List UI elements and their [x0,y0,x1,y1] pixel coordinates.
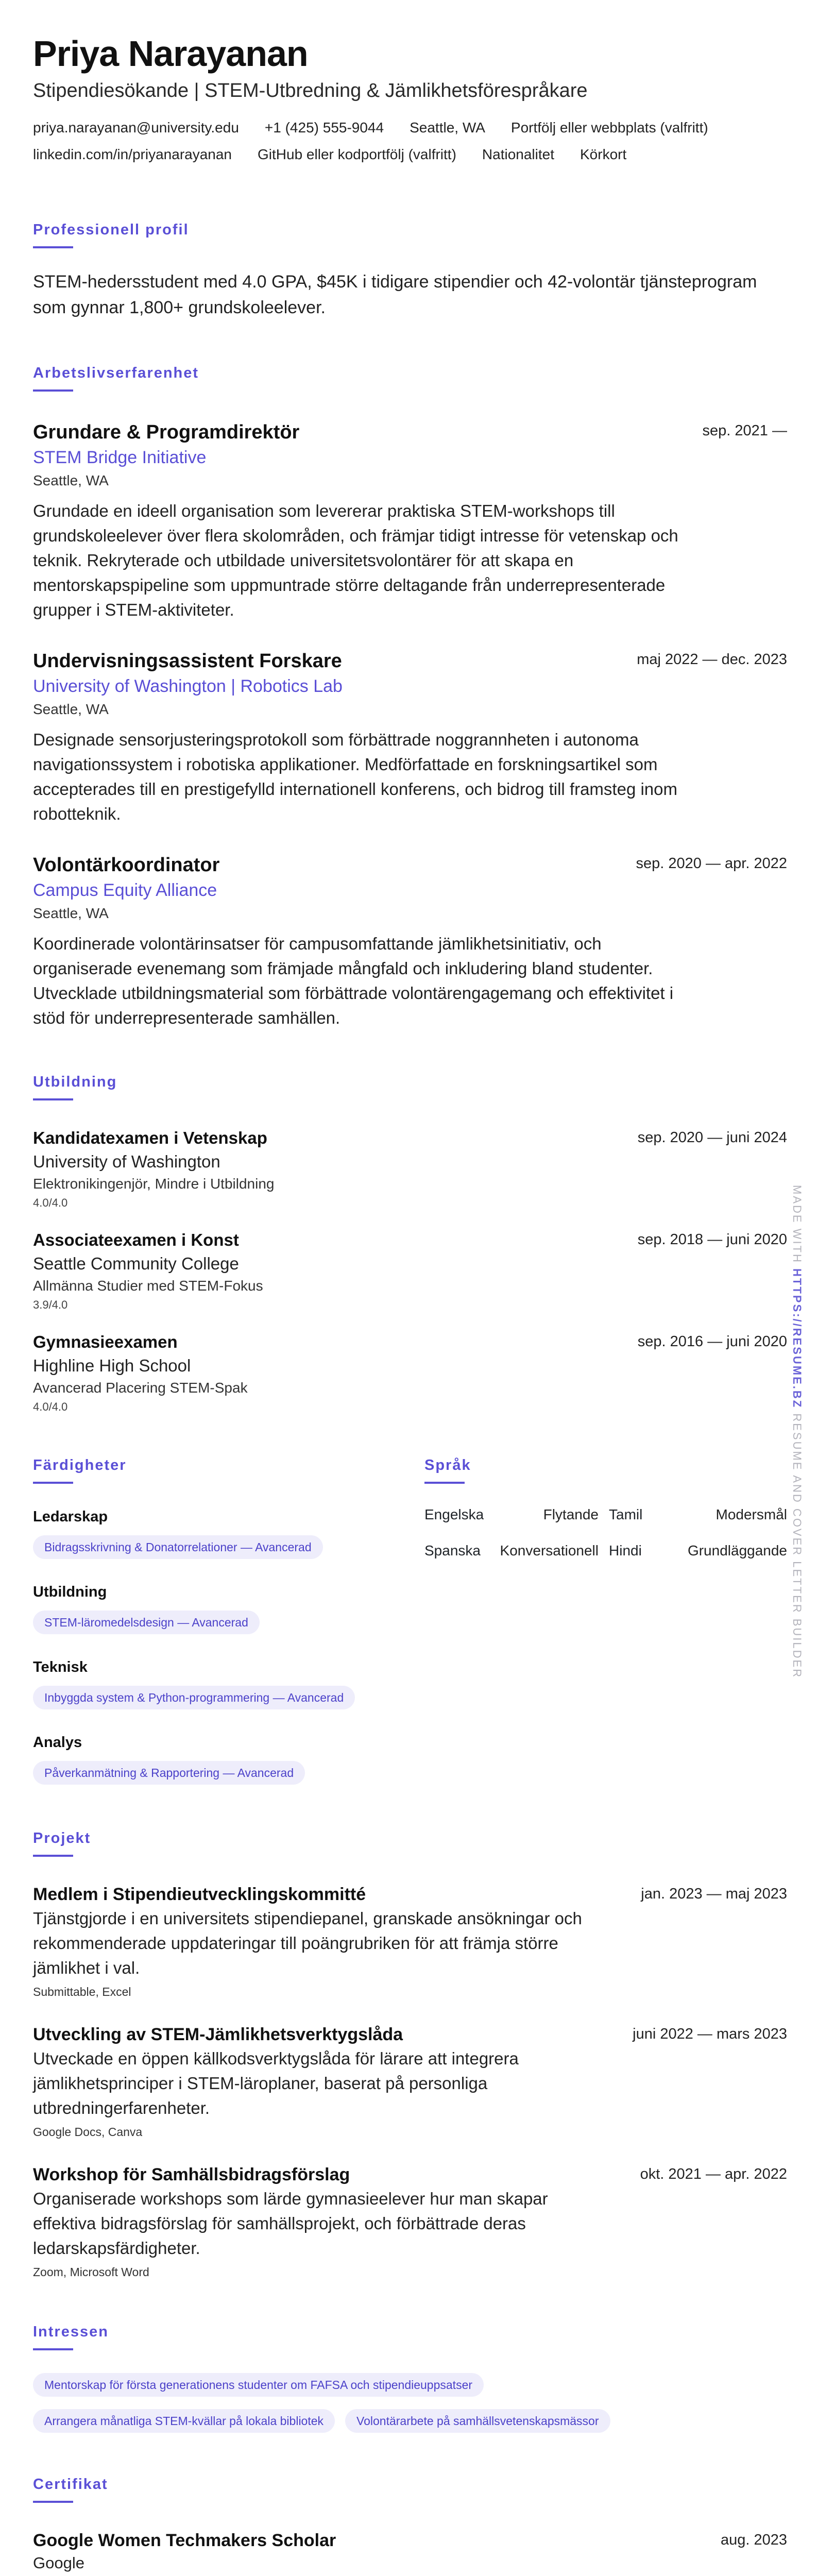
project-date: okt. 2021 — apr. 2022 [640,2166,787,2182]
skill-pill: Påverkanmätning & Rapportering — Avancerad [33,1761,305,1785]
language-name: Tamil [609,1506,643,1522]
contact-list [33,117,770,165]
skill-pill: STEM-läromedelsdesign — Avancerad [33,1611,260,1634]
contact-portfolio[interactable]: Portfölj eller webbplats (valfritt) [510,120,708,135]
section-divider [33,246,73,248]
degree-title: Associateexamen i Konst [33,1230,239,1249]
job-organization: University of Washington | Robotics Lab [33,676,343,696]
language-name: Spanska [424,1543,481,1558]
language-level: Konversationell [500,1543,599,1558]
section-title: Intressen [33,2324,109,2340]
job-organization: Campus Equity Alliance [33,880,217,900]
watermark-suffix: RESUME AND COVER LETTER BUILDER [791,1409,804,1679]
profile-section [33,219,787,320]
resume-page [33,32,787,2576]
gpa: 4.0/4.0 [33,1400,68,1413]
field-of-study: Avancerad Placering STEM-Spak [33,1380,248,1396]
certificate-entry [33,2529,787,2574]
certificate-issuer: Google [33,2554,84,2572]
school-name: Seattle Community College [33,1254,239,1273]
section-divider [33,389,73,392]
field-of-study: Elektronikingenjör, Mindre i Utbildning [33,1176,275,1192]
school-name: Highline High School [33,1356,191,1375]
section-title: Utbildning [33,1074,117,1090]
experience-entry [33,419,787,622]
experience-entry [33,648,787,826]
job-description: Designade sensorjusteringsprotokoll som förbättrade noggrannheten i autonoma navigationssystem i robotiska applikationer. Medförfattade en forskningsartikel som accepterades till en prestigefylld internationell konferens, och bidrog till framsteg inom robotteknik. [33,730,677,823]
section-divider [33,1098,73,1100]
field-of-study: Allmänna Studier med STEM-Fokus [33,1278,263,1294]
contact-nationality: Nationalitet [482,146,554,162]
projects-section [33,1828,787,2281]
job-organization: STEM Bridge Initiative [33,448,207,467]
section-divider [33,2501,73,2503]
project-description: Organiserade workshops som lärde gymnasieelever hur man skapar effektiva bidragsförslag för samhällsprojekt, och förbättrade deras ledarskapsfärdigheter. [33,2189,548,2258]
project-entry [33,2163,787,2281]
project-description: Utveckade en öppen källkodsverktygslåda för lärare att integrera jämlikhetsprinciper i STEM-läroplaner, baserat på personliga utbredningerfarenheter. [33,2049,519,2117]
project-tools: Google Docs, Canva [33,2125,143,2139]
job-location: Seattle, WA [33,905,109,921]
skills-section [33,1455,424,1785]
contact-github[interactable]: GitHub eller kodportfölj (valfritt) [258,146,456,162]
education-entry [33,1228,787,1314]
interest-pill: Mentorskap för första generationens studenter om FAFSA och stipendieuppsatser [33,2373,484,2397]
project-date: jan. 2023 — maj 2023 [641,1886,787,1902]
certificates-section [33,2474,787,2576]
degree-title: Kandidatexamen i Vetenskap [33,1128,267,1147]
section-title: Professionell profil [33,222,189,238]
certificate-title: Google Women Techmakers Scholar [33,2531,336,2550]
language-name: Hindi [609,1543,642,1558]
section-title: Projekt [33,1830,91,1846]
project-tools: Zoom, Microsoft Word [33,2265,149,2279]
project-title: Utveckling av STEM-Jämlikhetsverktygslåda [33,2025,403,2044]
job-title: Volontärkoordinator [33,854,220,876]
experience-entry [33,852,787,1030]
section-title: Arbetslivserfarenhet [33,365,199,381]
certificate-date: aug. 2023 [720,2532,787,2548]
candidate-subtitle: Stipendiesökande | STEM-Utbredning & Jämlikhetsförespråkare [33,80,588,101]
contact-linkedin[interactable]: linkedin.com/in/priyanarayanan [33,146,232,162]
candidate-name: Priya Narayanan [33,33,308,74]
education-date: sep. 2020 — juni 2024 [637,1129,787,1146]
section-title: Språk [424,1457,471,1473]
language-level: Modersmål [715,1506,787,1522]
interests-section [33,2321,787,2433]
section-divider [33,1482,73,1484]
job-date: sep. 2021 — [702,422,787,439]
skills-languages-row [33,1455,787,1785]
language-level: Flytande [543,1506,599,1522]
interest-list [33,2373,775,2433]
gpa: 4.0/4.0 [33,1196,68,1209]
skill-group [33,1582,424,1634]
education-entry [33,1126,787,1212]
job-date: sep. 2020 — apr. 2022 [636,855,787,872]
interest-pill: Volontärarbete på samhällsvetenskapsmässor [345,2409,610,2433]
skill-group [33,1506,424,1559]
project-title: Medlem i Stipendieutvecklingskommitté [33,1885,366,1904]
language-name: Engelska [424,1506,484,1522]
project-date: juni 2022 — mars 2023 [633,2026,787,2042]
section-title: Certifikat [33,2476,108,2493]
section-divider [33,1855,73,1857]
project-tools: Submittable, Excel [33,1985,131,1998]
project-entry [33,2023,787,2141]
skill-category: Teknisk [33,1659,88,1675]
language-level: Grundläggande [687,1543,787,1558]
gpa: 3.9/4.0 [33,1298,68,1311]
contact-email[interactable]: priya.narayanan@university.edu [33,120,239,135]
school-name: University of Washington [33,1152,220,1171]
skill-category: Analys [33,1734,82,1751]
skill-category: Utbildning [33,1584,107,1600]
contact-license: Körkort [580,146,627,162]
builder-watermark [790,1185,804,1679]
contact-location: Seattle, WA [410,120,485,135]
watermark-link[interactable]: HTTPS://RESUME.BZ [791,1268,804,1409]
skill-group [33,1732,424,1785]
language-list [424,1504,787,1561]
watermark-prefix: MADE WITH [791,1185,804,1268]
section-divider [33,2348,73,2350]
job-description: Grundade en ideell organisation som levererar praktiska STEM-workshops till grundskoleelever över flera skolområden, och främjar tidigt intresse för vetenskap och teknik. Rekryterade och utbildade universitetsvolontärer för att skapa en mentorskapspipeline som uppmuntrade större deltagande från underrepresenterade grupper i STEM-aktiviteter. [33,501,678,619]
interest-pill: Arrangera månatliga STEM-kvällar på lokala bibliotek [33,2409,335,2433]
project-title: Workshop för Samhällsbidragsförslag [33,2165,350,2184]
languages-section [424,1455,787,1785]
education-date: sep. 2016 — juni 2020 [637,1333,787,1350]
education-date: sep. 2018 — juni 2020 [637,1231,787,1248]
job-location: Seattle, WA [33,701,109,717]
skill-category: Ledarskap [33,1509,108,1525]
section-divider [424,1482,465,1484]
experience-section [33,363,787,1030]
profile-text: STEM-hedersstudent med 4.0 GPA, $45K i tidigare stipendier och 42-volontär tjänsteprogram som gynnar 1,800+ grundskoleelever. [33,272,757,317]
skill-pill: Inbyggda system & Python-programmering — Avancerad [33,1686,355,1709]
education-entry [33,1330,787,1416]
contact-phone[interactable]: +1 (425) 555-9044 [264,120,384,135]
job-description: Koordinerade volontärinsatser för campusomfattande jämlikhetsinitiativ, och organiserade evenemang som främjade mångfald och inkludering bland studenter. Utvecklade utbildningsmaterial som förbättrade volontärengagemang och effektivitet i stöd för underrepresenterade samhällen. [33,934,674,1027]
job-title: Grundare & Programdirektör [33,421,300,443]
skill-group [33,1657,424,1709]
job-location: Seattle, WA [33,472,109,488]
degree-title: Gymnasieexamen [33,1332,178,1351]
project-description: Tjänstgjorde i en universitets stipendiepanel, granskade ansökningar och rekommenderade uppdateringar till poängrubriken för att främja större jämlikhet i val. [33,1909,582,1977]
project-entry [33,1883,787,2001]
job-title: Undervisningsassistent Forskare [33,650,342,672]
job-date: maj 2022 — dec. 2023 [637,651,787,668]
skill-pill: Bidragsskrivning & Donatorrelationer — Avancerad [33,1535,323,1559]
education-section [33,1072,787,1416]
section-title: Färdigheter [33,1457,127,1473]
